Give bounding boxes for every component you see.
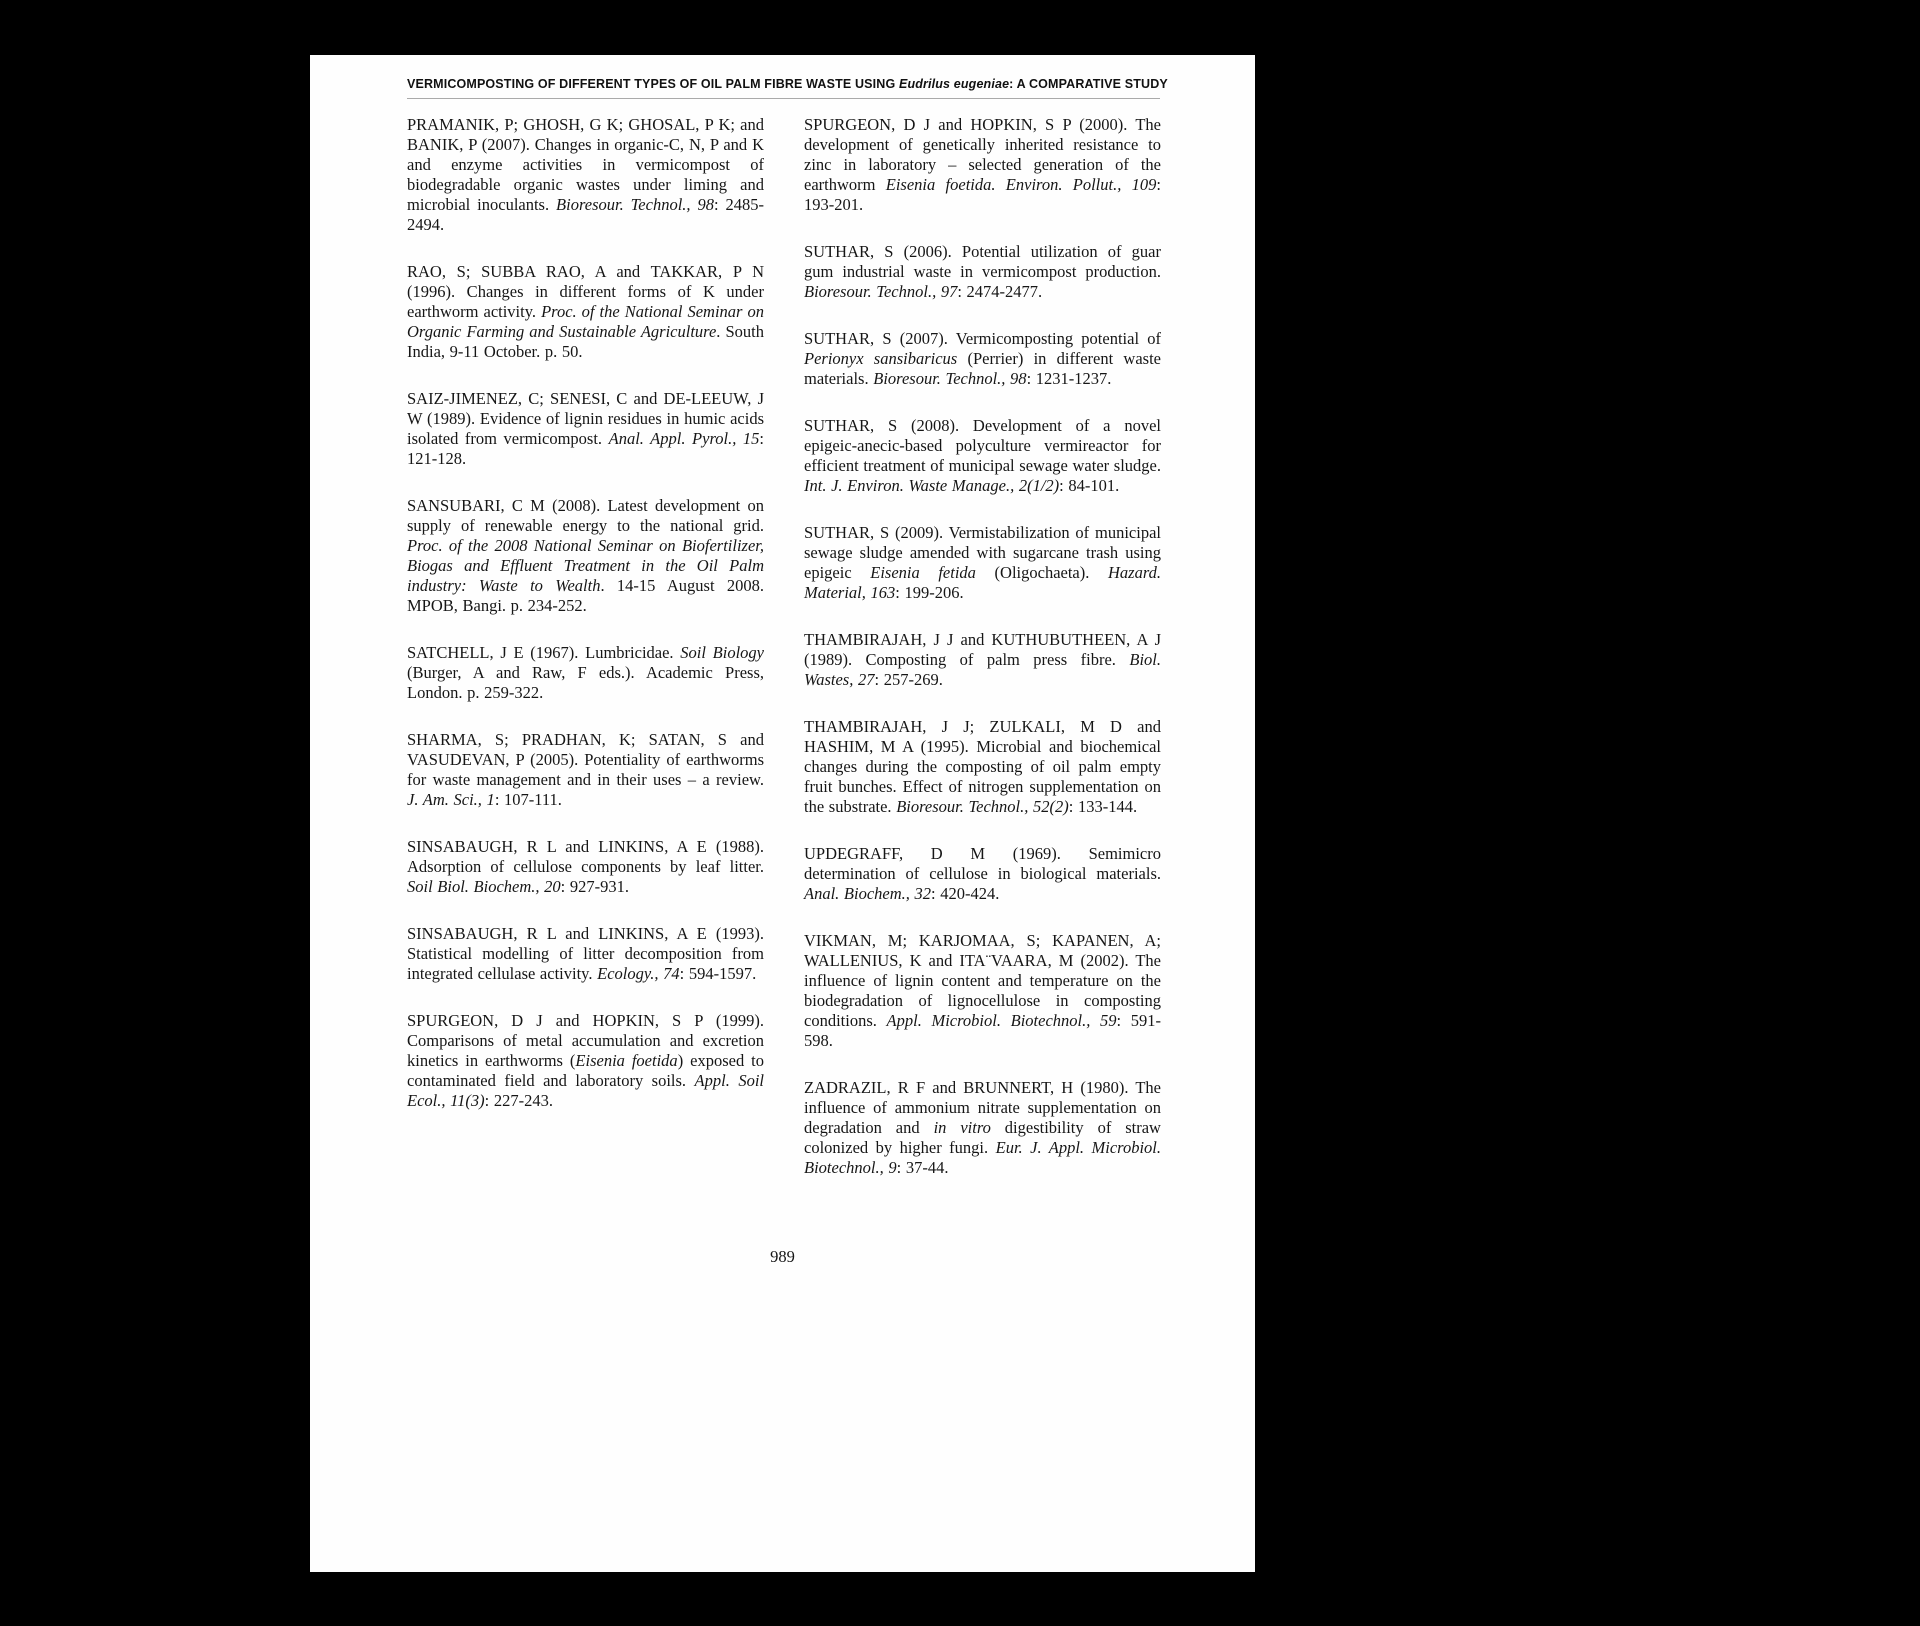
reference-entry: SAIZ-JIMENEZ, C; SENESI, C and DE-LEEUW, J W (1989). Evidence of lignin residues in humic acids isolated from vermicompost. Anal. Appl. Pyrol., 15: 121-128. — [407, 389, 764, 468]
reference-entry: SUTHAR, S (2008). Development of a novel epigeic-anecic-based polyculture vermireactor for efficient treatment of municipal sewage water sludge. Int. J. Environ. Waste Manage., 2(1/2): 84-101. — [804, 416, 1161, 495]
reference-entry: SATCHELL, J E (1967). Lumbricidae. Soil Biology (Burger, A and Raw, F eds.). Academic Press, London. p. 259-322. — [407, 643, 764, 702]
reference-entry: ZADRAZIL, R F and BRUNNERT, H (1980). The influence of ammonium nitrate supplementation on degradation and in vitro digestibility of straw colonized by higher fungi. Eur. J. Appl. Microbiol. Biotechnol., 9: 37-44. — [804, 1078, 1161, 1177]
reference-entry: SPURGEON, D J and HOPKIN, S P (2000). The development of genetically inherited resistance to zinc in laboratory – selected generation of the earthworm Eisenia foetida. Environ. Pollut., 109: 193-201. — [804, 115, 1161, 214]
reference-entry: PRAMANIK, P; GHOSH, G K; GHOSAL, P K; and BANIK, P (2007). Changes in organic-C, N, P and K and enzyme activities in vermicompost of biodegradable organic wastes under liming and microbial inoculants. Bioresour. Technol., 98: 2485-2494. — [407, 115, 764, 234]
reference-entry: UPDEGRAFF, D M (1969). Semimicro determination of cellulose in biological materials. Anal. Biochem., 32: 420-424. — [804, 844, 1161, 903]
references-columns — [407, 115, 1160, 1205]
reference-entry: SINSABAUGH, R L and LINKINS, A E (1993). Statistical modelling of litter decomposition from integrated cellulase activity. Ecology., 74: 594-1597. — [407, 924, 764, 983]
reference-entry: VIKMAN, M; KARJOMAA, S; KAPANEN, A; WALLENIUS, K and ITA¨VAARA, M (2002). The influence of lignin content and temperature on the biodegradation of lignocellulose in composting conditions. Appl. Microbiol. Biotechnol., 59: 591-598. — [804, 931, 1161, 1050]
page-number: 989 — [770, 1247, 795, 1266]
header-rule — [407, 98, 1160, 99]
references-column-right — [804, 115, 1161, 1205]
reference-entry: SUTHAR, S (2009). Vermistabilization of municipal sewage sludge amended with sugarcane trash using epigeic Eisenia fetida (Oligochaeta). Hazard. Material, 163: 199-206. — [804, 523, 1162, 602]
references-column-left — [407, 115, 764, 1205]
reference-entry: SUTHAR, S (2006). Potential utilization of guar gum industrial waste in vermicompost production. Bioresour. Technol., 97: 2474-2477. — [804, 242, 1161, 301]
reference-entry: SPURGEON, D J and HOPKIN, S P (1999). Comparisons of metal accumulation and excretion kinetics in earthworms (Eisenia foetida) exposed to contaminated field and laboratory soils. Appl. Soil Ecol., 11(3): 227-243. — [407, 1011, 764, 1110]
reference-entry: SUTHAR, S (2007). Vermicomposting potential of Perionyx sansibaricus (Perrier) in different waste materials. Bioresour. Technol., 98: 1231-1237. — [804, 329, 1161, 388]
running-head: VERMICOMPOSTING OF DIFFERENT TYPES OF OIL PALM FIBRE WASTE USING Eudrilus eugeniae: A COMPARATIVE STUDY — [407, 77, 1168, 91]
reference-entry: SINSABAUGH, R L and LINKINS, A E (1988). Adsorption of cellulose components by leaf litter. Soil Biol. Biochem., 20: 927-931. — [407, 837, 764, 896]
reference-entry: RAO, S; SUBBA RAO, A and TAKKAR, P N (1996). Changes in different forms of K under earthworm activity. Proc. of the National Seminar on Organic Farming and Sustainable Agriculture. South India, 9-11 October. p. 50. — [407, 262, 764, 361]
reference-entry: SANSUBARI, C M (2008). Latest development on supply of renewable energy to the national grid. Proc. of the 2008 National Seminar on Biofertilizer, Biogas and Effluent Treatment in the Oil Palm industry: Waste to Wealth. 14-15 August 2008. MPOB, Bangi. p. 234-252. — [407, 496, 764, 615]
reference-entry: THAMBIRAJAH, J J and KUTHUBUTHEEN, A J (1989). Composting of palm press fibre. Biol. Wastes, 27: 257-269. — [804, 630, 1161, 689]
paper-page — [310, 55, 1255, 1572]
reference-entry: THAMBIRAJAH, J J; ZULKALI, M D and HASHIM, M A (1995). Microbial and biochemical changes during the composting of oil palm empty fruit bunches. Effect of nitrogen supplementation on the substrate. Bioresour. Technol., 52(2): 133-144. — [804, 717, 1161, 816]
reference-entry: SHARMA, S; PRADHAN, K; SATAN, S and VASUDEVAN, P (2005). Potentiality of earthworms for waste management and in their uses – a review. J. Am. Sci., 1: 107-111. — [407, 730, 764, 809]
